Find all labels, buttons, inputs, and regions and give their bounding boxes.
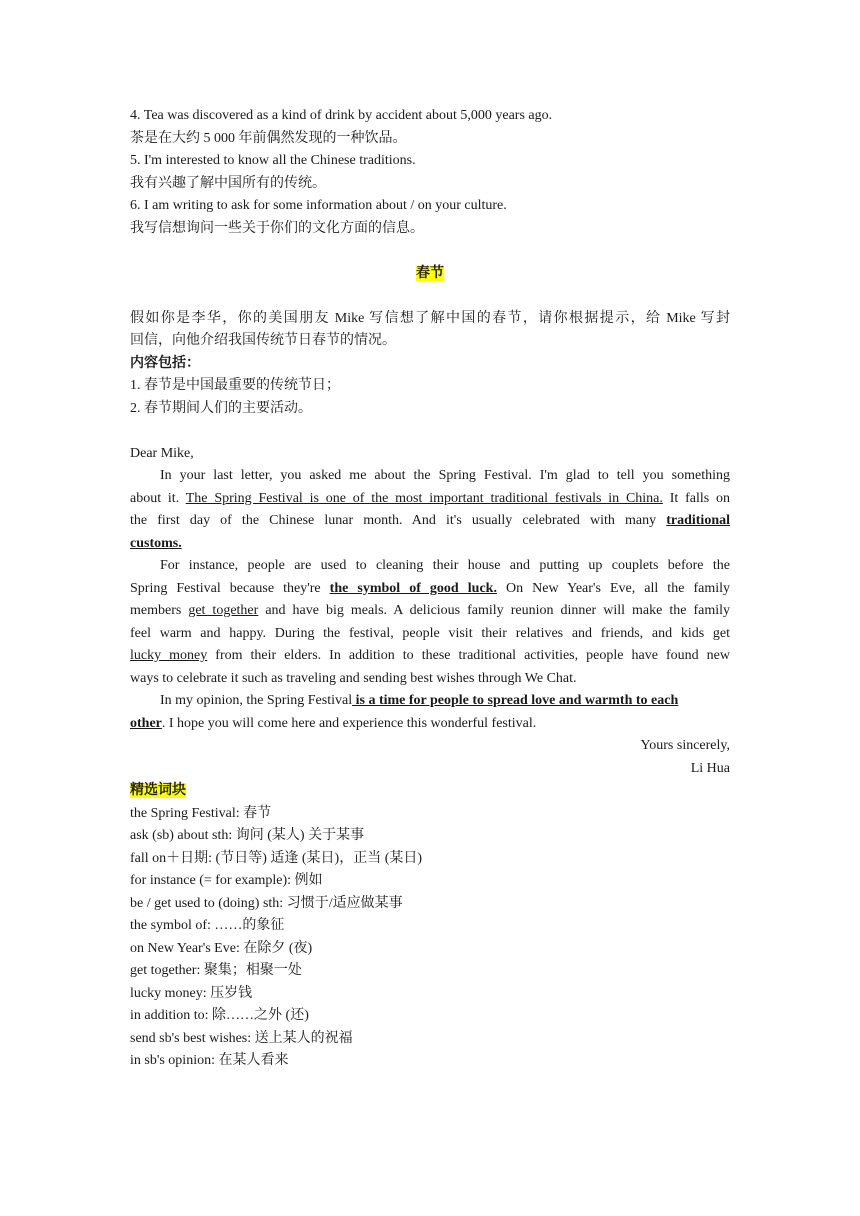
document-content	[130, 105, 730, 1073]
section-title: 春节	[416, 265, 444, 281]
sentence-6-zh: 我写信想询问一些关于你们的文化方面的信息。	[130, 220, 424, 236]
text-run: In my opinion, the Spring Festival	[160, 693, 353, 708]
letter-p2-line-2	[130, 578, 730, 601]
letter-p1-line-3	[130, 510, 730, 533]
letter-p2-line-4: feel warm and happy. During the festival, people visit their relatives and friends, and kids get	[130, 625, 730, 641]
vocab-item: get together: 聚集；相聚一处	[130, 963, 302, 978]
sentence-5-zh: 我有兴趣了解中国所有的传统。	[130, 175, 326, 191]
letter-p1-line-2	[130, 488, 730, 511]
letter-p2-line-6: ways to celebrate it such as traveling and sending best wishes through We Chat.	[130, 670, 577, 686]
letter-closing: Yours sincerely,	[640, 738, 730, 753]
letter-p2-line-5	[130, 645, 730, 668]
text-run: It falls on	[662, 490, 730, 506]
prompt-point-1: 1. 春节是中国最重要的传统节日；	[130, 378, 340, 393]
text-run: . I hope you will come here and experience this wonderful festival.	[161, 715, 537, 731]
text-run: about it.	[130, 490, 186, 506]
bold-underlined-phrase: other	[130, 715, 162, 731]
content-label: 内容包括：	[130, 355, 200, 371]
vocab-item: the symbol of: ……的象征	[130, 918, 285, 933]
vocab-item: in sb's opinion: 在某人看来	[130, 1053, 289, 1068]
vocab-item: send sb's best wishes: 送上某人的祝福	[130, 1030, 353, 1046]
letter-p3-line-2	[130, 713, 730, 736]
vocab-title-row	[130, 780, 730, 803]
sentence-4-zh: 茶是在大约 5 000 年前偶然发现的一种饮品。	[130, 130, 407, 146]
section-title-row	[130, 263, 730, 286]
underlined-phrase: get together	[188, 603, 259, 618]
vocab-item: be / get used to (doing) sth: 习惯于/适应做某事	[130, 895, 403, 911]
letter-p3-line-1	[130, 690, 730, 713]
underlined-phrase: The Spring Festival is one of the most important traditional festivals in China.	[185, 490, 663, 506]
vocab-item: for instance (= for example): 例如	[130, 873, 323, 888]
letter-p2-line-3	[130, 600, 730, 623]
vocab-item: on New Year's Eve: 在除夕 (夜)	[130, 940, 313, 956]
text-run: and have big meals. A delicious family reunion dinner will make the family	[258, 603, 730, 618]
vocab-title: 精选词块	[130, 783, 186, 798]
vocab-item: the Spring Festival: 春节	[130, 805, 272, 821]
text-run: On New Year's Eve, all the family	[496, 580, 730, 596]
letter-greeting: Dear Mike,	[130, 445, 194, 461]
vocab-item: in addition to: 除……之外 (还)	[130, 1008, 309, 1023]
letter-signature: Li Hua	[690, 760, 730, 776]
bold-underlined-phrase: traditional	[666, 513, 730, 528]
sentence-4-en: 4. Tea was discovered as a kind of drink by accident about 5,000 years ago.	[130, 108, 553, 123]
text-run: Spring Festival because they're	[130, 580, 330, 596]
underlined-phrase: lucky money	[130, 648, 208, 663]
prompt-line-2: 回信，向他介绍我国传统节日春节的情况。	[130, 333, 396, 348]
vocab-item: ask (sb) about sth: 询问 (某人) 关于某事	[130, 828, 365, 843]
sentence-5-en: 5. I'm interested to know all the Chinese traditions.	[130, 153, 416, 168]
text-run: members	[130, 603, 189, 618]
text-run: the first day of the Chinese lunar month. And it's usually celebrated with many	[130, 513, 667, 528]
text-run: from their elders. In addition to these traditional activities, people have found new	[207, 648, 730, 663]
letter-p2-line-1: For instance, people are used to cleaning their house and putting up couplets before the	[160, 558, 730, 573]
bold-underlined-phrase: the symbol of good luck.	[329, 580, 497, 596]
letter-p1-line-4	[130, 533, 730, 556]
vocab-item: lucky money: 压岁钱	[130, 985, 253, 1001]
bold-underlined-phrase: is a time for people to spread love and warmth to each	[352, 693, 679, 708]
bold-underlined-phrase: customs.	[130, 535, 182, 551]
letter-p1-line-1: In your last letter, you asked me about the Spring Festival. I'm glad to tell you something	[160, 468, 730, 483]
sentence-6-en: 6. I am writing to ask for some information about / on your culture.	[130, 198, 507, 213]
prompt-point-2: 2. 春节期间人们的主要活动。	[130, 400, 312, 416]
vocab-item: fall on＋日期: (节日等) 适逢 (某日)，正当 (某日)	[130, 850, 423, 866]
prompt-line-1: 假如你是李华，你的美国朋友 Mike 写信想了解中国的春节，请你根据提示，给 Mike 写封	[130, 310, 730, 326]
